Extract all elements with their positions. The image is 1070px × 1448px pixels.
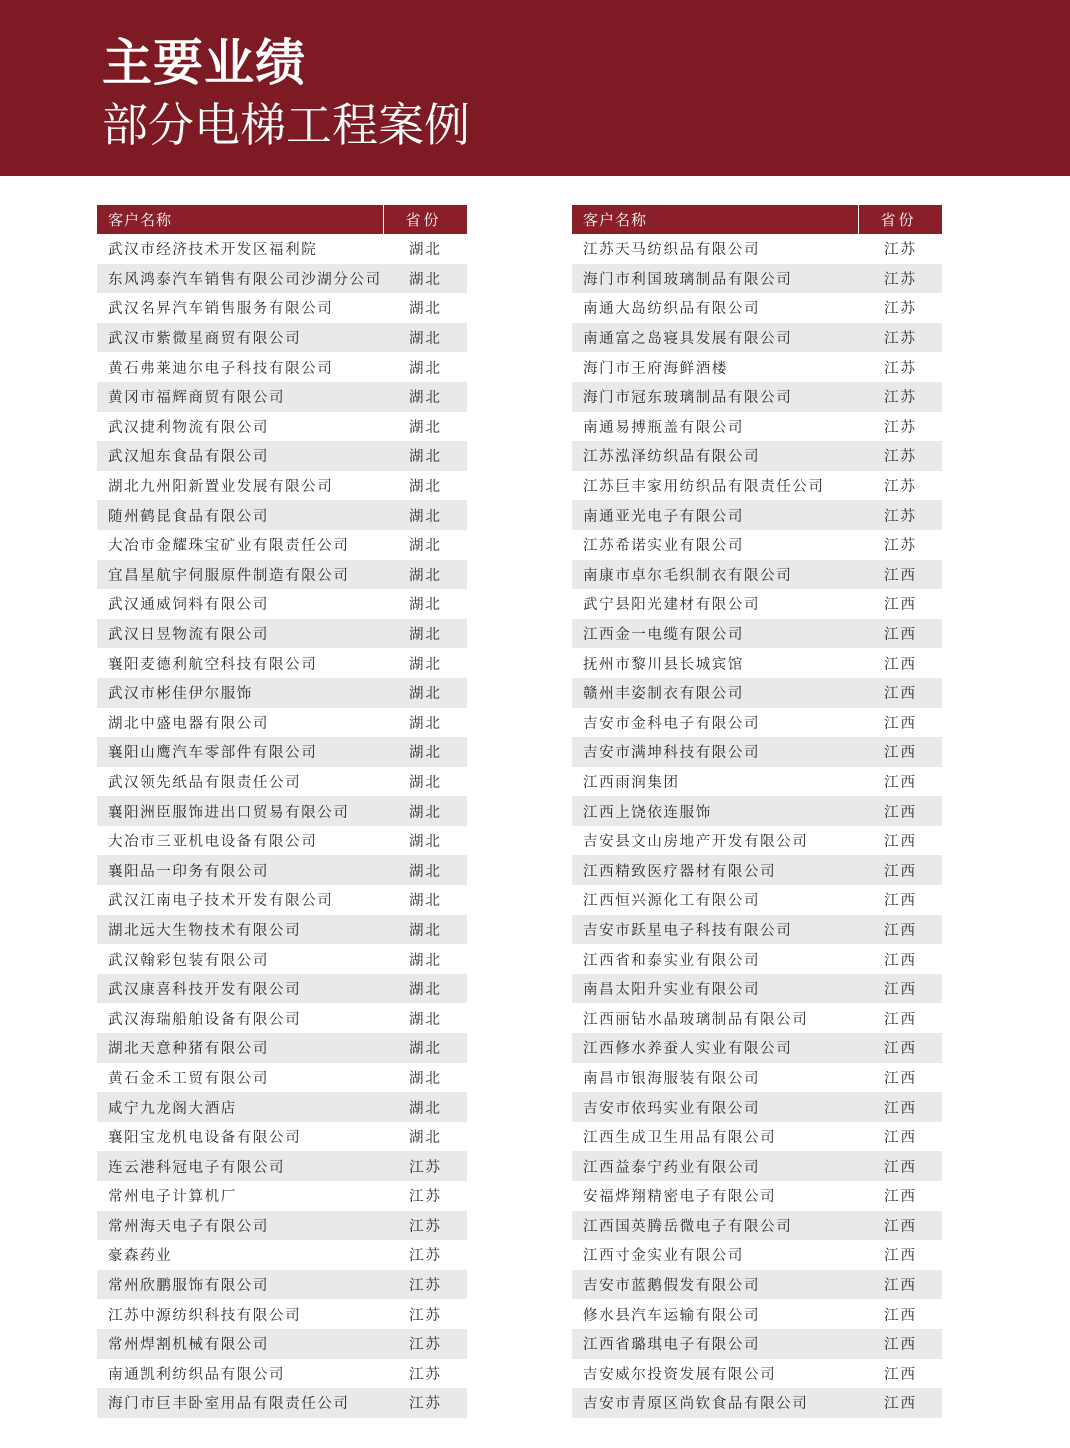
province-cell: 江苏 (383, 1388, 467, 1418)
province-cell: 江西 (858, 826, 942, 856)
province-cell: 江苏 (858, 264, 942, 294)
client-name-cell: 襄阳洲臣服饰进出口贸易有限公司 (97, 796, 383, 826)
client-name-cell: 江西上饶依连服饰 (572, 796, 858, 826)
province-cell: 江西 (858, 944, 942, 974)
table-row (97, 471, 467, 501)
province-cell: 湖北 (383, 974, 467, 1004)
table-row (97, 500, 467, 530)
province-cell: 湖北 (383, 826, 467, 856)
province-cell: 江西 (858, 678, 942, 708)
table-row (97, 915, 467, 945)
province-cell: 江苏 (383, 1240, 467, 1270)
table-row (572, 1122, 942, 1152)
province-cell: 湖北 (383, 264, 467, 294)
province-cell: 湖北 (383, 885, 467, 915)
table-row (572, 264, 942, 294)
client-name-cell: 武汉捷利物流有限公司 (97, 412, 383, 442)
province-cell: 湖北 (383, 1003, 467, 1033)
province-cell: 江西 (858, 589, 942, 619)
client-name-cell: 吉安市满坤科技有限公司 (572, 737, 858, 767)
client-name-cell: 武汉翰彩包装有限公司 (97, 944, 383, 974)
client-name-cell: 东风鸿泰汽车销售有限公司沙湖分公司 (97, 264, 383, 294)
table-row (572, 323, 942, 353)
client-name-cell: 南通大岛纺织品有限公司 (572, 293, 858, 323)
province-cell: 湖北 (383, 915, 467, 945)
client-name-cell: 江西寸金实业有限公司 (572, 1240, 858, 1270)
table-row (97, 1033, 467, 1063)
page-subtitle: 部分电梯工程案例 (102, 98, 470, 152)
client-name-cell: 湖北远大生物技术有限公司 (97, 915, 383, 945)
table-row (572, 944, 942, 974)
client-name-cell: 武汉名昇汽车销售服务有限公司 (97, 293, 383, 323)
province-cell: 江西 (858, 737, 942, 767)
province-cell: 江苏 (858, 382, 942, 412)
province-cell: 江苏 (858, 293, 942, 323)
client-name-cell: 南昌太阳升实业有限公司 (572, 974, 858, 1004)
province-cell: 湖北 (383, 560, 467, 590)
client-name-cell: 江西国英腾岳微电子有限公司 (572, 1211, 858, 1241)
header-province: 省份 (858, 205, 942, 234)
province-cell: 江西 (858, 560, 942, 590)
header-province: 省份 (383, 205, 467, 234)
table-row (97, 441, 467, 471)
province-cell: 江西 (858, 1270, 942, 1300)
table-row (97, 678, 467, 708)
province-cell: 江苏 (858, 471, 942, 501)
table-row (572, 234, 942, 264)
client-name-cell: 大冶市三亚机电设备有限公司 (97, 826, 383, 856)
right-table-body (572, 234, 942, 1418)
table-row (572, 974, 942, 1004)
table-row (97, 589, 467, 619)
table-row (572, 1270, 942, 1300)
table-row (97, 1240, 467, 1270)
table-row (97, 1063, 467, 1093)
table-row (572, 1299, 942, 1329)
table-row (97, 648, 467, 678)
table-row (572, 352, 942, 382)
table-row (97, 708, 467, 738)
client-name-cell: 吉安市跃星电子科技有限公司 (572, 915, 858, 945)
table-row (97, 1122, 467, 1152)
table-row (572, 530, 942, 560)
client-name-cell: 江苏泓泽纺织品有限公司 (572, 441, 858, 471)
province-cell: 江苏 (858, 500, 942, 530)
province-cell: 江西 (858, 855, 942, 885)
client-name-cell: 江西省和泰实业有限公司 (572, 944, 858, 974)
table-row (572, 1240, 942, 1270)
client-name-cell: 江西恒兴源化工有限公司 (572, 885, 858, 915)
client-name-cell: 吉安县文山房地产开发有限公司 (572, 826, 858, 856)
province-cell: 江西 (858, 648, 942, 678)
province-cell: 湖北 (383, 589, 467, 619)
client-name-cell: 襄阳宝龙机电设备有限公司 (97, 1122, 383, 1152)
table-row (572, 915, 942, 945)
table-row (97, 382, 467, 412)
table-row (572, 500, 942, 530)
client-name-cell: 武汉市经济技术开发区福利院 (97, 234, 383, 264)
client-name-cell: 抚州市黎川县长城宾馆 (572, 648, 858, 678)
left-table-body (97, 234, 467, 1418)
table-row (97, 1388, 467, 1418)
client-name-cell: 吉安市依玛实业有限公司 (572, 1092, 858, 1122)
province-cell: 江西 (858, 767, 942, 797)
province-cell: 湖北 (383, 1122, 467, 1152)
table-row (97, 1211, 467, 1241)
province-cell: 湖北 (383, 648, 467, 678)
province-cell: 湖北 (383, 796, 467, 826)
province-cell: 江西 (858, 1329, 942, 1359)
client-name-cell: 江西修水养蚕人实业有限公司 (572, 1033, 858, 1063)
province-cell: 湖北 (383, 767, 467, 797)
table-row (97, 1003, 467, 1033)
table-row (97, 323, 467, 353)
province-cell: 江苏 (858, 352, 942, 382)
table-row (97, 974, 467, 1004)
client-name-cell: 常州焊割机械有限公司 (97, 1329, 383, 1359)
client-name-cell: 武汉通威饲料有限公司 (97, 589, 383, 619)
table-row (97, 1299, 467, 1329)
table-row (572, 737, 942, 767)
client-name-cell: 黄冈市福辉商贸有限公司 (97, 382, 383, 412)
client-name-cell: 武汉市紫微星商贸有限公司 (97, 323, 383, 353)
header-client-name: 客户名称 (97, 205, 383, 234)
client-name-cell: 武汉旭东食品有限公司 (97, 441, 383, 471)
table-row (572, 560, 942, 590)
table-row (97, 1329, 467, 1359)
province-cell: 江西 (858, 1033, 942, 1063)
client-name-cell: 大冶市金耀珠宝矿业有限责任公司 (97, 530, 383, 560)
client-name-cell: 南通富之岛寝具发展有限公司 (572, 323, 858, 353)
table-row (572, 471, 942, 501)
table-row (572, 885, 942, 915)
province-cell: 江西 (858, 885, 942, 915)
table-row (572, 589, 942, 619)
client-name-cell: 武汉领先纸品有限责任公司 (97, 767, 383, 797)
table-row (97, 855, 467, 885)
province-cell: 湖北 (383, 944, 467, 974)
client-name-cell: 海门市王府海鲜酒楼 (572, 352, 858, 382)
province-cell: 江西 (858, 708, 942, 738)
client-name-cell: 江西益泰宁药业有限公司 (572, 1151, 858, 1181)
client-name-cell: 吉安威尔投资发展有限公司 (572, 1359, 858, 1389)
province-cell: 江西 (858, 1003, 942, 1033)
province-cell: 江西 (858, 915, 942, 945)
province-cell: 江苏 (858, 234, 942, 264)
table-row (572, 382, 942, 412)
table-row (97, 530, 467, 560)
client-name-cell: 江苏希诺实业有限公司 (572, 530, 858, 560)
left-client-table (97, 205, 467, 1418)
table-row (97, 796, 467, 826)
province-cell: 湖北 (383, 737, 467, 767)
client-name-cell: 连云港科冠电子有限公司 (97, 1151, 383, 1181)
province-cell: 湖北 (383, 1063, 467, 1093)
table-row (97, 1181, 467, 1211)
table-row (97, 767, 467, 797)
table-row (97, 1092, 467, 1122)
table-row (572, 1033, 942, 1063)
client-name-cell: 湖北九州阳新置业发展有限公司 (97, 471, 383, 501)
province-cell: 湖北 (383, 323, 467, 353)
client-name-cell: 武汉市彬佳伊尔服饰 (97, 678, 383, 708)
province-cell: 江西 (858, 1240, 942, 1270)
client-name-cell: 吉安市青原区尚钦食品有限公司 (572, 1388, 858, 1418)
table-row (572, 708, 942, 738)
client-name-cell: 襄阳山鹰汽车零部件有限公司 (97, 737, 383, 767)
client-name-cell: 宜昌星航宇伺服原件制造有限公司 (97, 560, 383, 590)
client-name-cell: 黄石金禾工贸有限公司 (97, 1063, 383, 1093)
province-cell: 湖北 (383, 619, 467, 649)
province-cell: 江苏 (858, 530, 942, 560)
table-row (97, 885, 467, 915)
province-cell: 湖北 (383, 855, 467, 885)
province-cell: 江西 (858, 1299, 942, 1329)
province-cell: 湖北 (383, 234, 467, 264)
page-title: 主要业绩 (102, 34, 306, 92)
province-cell: 湖北 (383, 293, 467, 323)
table-row (572, 293, 942, 323)
client-name-cell: 襄阳麦德利航空科技有限公司 (97, 648, 383, 678)
province-cell: 湖北 (383, 382, 467, 412)
client-name-cell: 安福烨翔精密电子有限公司 (572, 1181, 858, 1211)
table-row (572, 1211, 942, 1241)
client-name-cell: 吉安市金科电子有限公司 (572, 708, 858, 738)
client-name-cell: 咸宁九龙阁大酒店 (97, 1092, 383, 1122)
client-name-cell: 湖北中盛电器有限公司 (97, 708, 383, 738)
client-name-cell: 黄石弗莱迪尔电子科技有限公司 (97, 352, 383, 382)
province-cell: 江苏 (383, 1181, 467, 1211)
province-cell: 江西 (858, 1063, 942, 1093)
province-cell: 江西 (858, 619, 942, 649)
client-name-cell: 江西雨润集团 (572, 767, 858, 797)
client-name-cell: 江西生成卫生用品有限公司 (572, 1122, 858, 1152)
province-cell: 江西 (858, 1359, 942, 1389)
table-header-row (97, 205, 467, 234)
province-cell: 江西 (858, 1388, 942, 1418)
table-row (572, 1151, 942, 1181)
province-cell: 湖北 (383, 471, 467, 501)
table-row (572, 441, 942, 471)
province-cell: 江西 (858, 1092, 942, 1122)
province-cell: 江苏 (383, 1151, 467, 1181)
client-name-cell: 湖北天意种猪有限公司 (97, 1033, 383, 1063)
province-cell: 江苏 (383, 1329, 467, 1359)
table-row (572, 767, 942, 797)
table-row (97, 1151, 467, 1181)
client-name-cell: 吉安市蓝鹅假发有限公司 (572, 1270, 858, 1300)
client-name-cell: 海门市冠东玻璃制品有限公司 (572, 382, 858, 412)
province-cell: 江西 (858, 1151, 942, 1181)
client-name-cell: 随州鹤昆食品有限公司 (97, 500, 383, 530)
province-cell: 江苏 (383, 1270, 467, 1300)
client-name-cell: 修水县汽车运输有限公司 (572, 1299, 858, 1329)
client-name-cell: 江西精致医疗器材有限公司 (572, 855, 858, 885)
table-row (97, 1270, 467, 1300)
right-client-table (572, 205, 942, 1418)
table-row (572, 1063, 942, 1093)
client-name-cell: 南昌市银海服装有限公司 (572, 1063, 858, 1093)
table-row (572, 1003, 942, 1033)
province-cell: 湖北 (383, 678, 467, 708)
header-client-name: 客户名称 (572, 205, 858, 234)
province-cell: 江西 (858, 1122, 942, 1152)
table-header-row (572, 205, 942, 234)
table-row (572, 1181, 942, 1211)
province-cell: 湖北 (383, 530, 467, 560)
client-name-cell: 南康市卓尔毛织制衣有限公司 (572, 560, 858, 590)
province-cell: 江西 (858, 796, 942, 826)
client-name-cell: 海门市利国玻璃制品有限公司 (572, 264, 858, 294)
client-name-cell: 南通易搏瓶盖有限公司 (572, 412, 858, 442)
table-row (572, 826, 942, 856)
table-row (572, 1092, 942, 1122)
province-cell: 湖北 (383, 1033, 467, 1063)
client-name-cell: 武汉康喜科技开发有限公司 (97, 974, 383, 1004)
table-row (572, 1329, 942, 1359)
province-cell: 湖北 (383, 500, 467, 530)
client-name-cell: 江苏中源纺织科技有限公司 (97, 1299, 383, 1329)
client-name-cell: 江苏巨丰家用纺织品有限责任公司 (572, 471, 858, 501)
table-row (572, 1388, 942, 1418)
table-row (97, 293, 467, 323)
province-cell: 江西 (858, 1211, 942, 1241)
province-cell: 江苏 (858, 441, 942, 471)
province-cell: 江苏 (858, 323, 942, 353)
province-cell: 江苏 (383, 1299, 467, 1329)
client-name-cell: 江西省璐琪电子有限公司 (572, 1329, 858, 1359)
client-name-cell: 常州海天电子有限公司 (97, 1211, 383, 1241)
table-row (97, 352, 467, 382)
table-row (97, 560, 467, 590)
province-cell: 江苏 (383, 1359, 467, 1389)
table-row (97, 264, 467, 294)
table-row (572, 855, 942, 885)
client-name-cell: 襄阳品一印务有限公司 (97, 855, 383, 885)
header-banner (0, 0, 1070, 176)
province-cell: 湖北 (383, 352, 467, 382)
client-name-cell: 江西丽钻水晶玻璃制品有限公司 (572, 1003, 858, 1033)
table-row (97, 1359, 467, 1389)
client-name-cell: 武汉海瑞船舶设备有限公司 (97, 1003, 383, 1033)
province-cell: 江西 (858, 1181, 942, 1211)
client-name-cell: 南通凯利纺织品有限公司 (97, 1359, 383, 1389)
table-row (572, 796, 942, 826)
client-name-cell: 武汉日昱物流有限公司 (97, 619, 383, 649)
table-row (97, 619, 467, 649)
client-name-cell: 豪森药业 (97, 1240, 383, 1270)
table-row (572, 619, 942, 649)
client-name-cell: 赣州丰姿制衣有限公司 (572, 678, 858, 708)
client-name-cell: 武汉江南电子技术开发有限公司 (97, 885, 383, 915)
table-row (572, 648, 942, 678)
table-row (572, 678, 942, 708)
province-cell: 江西 (858, 974, 942, 1004)
client-name-cell: 武宁县阳光建材有限公司 (572, 589, 858, 619)
client-name-cell: 常州电子计算机厂 (97, 1181, 383, 1211)
table-row (97, 737, 467, 767)
province-cell: 湖北 (383, 441, 467, 471)
client-name-cell: 海门市巨丰卧室用品有限责任公司 (97, 1388, 383, 1418)
table-row (97, 826, 467, 856)
province-cell: 江苏 (383, 1211, 467, 1241)
table-row (572, 412, 942, 442)
client-name-cell: 江西金一电缆有限公司 (572, 619, 858, 649)
province-cell: 江苏 (858, 412, 942, 442)
client-name-cell: 江苏天马纺织品有限公司 (572, 234, 858, 264)
table-row (572, 1359, 942, 1389)
province-cell: 湖北 (383, 1092, 467, 1122)
client-name-cell: 常州欣鹏服饰有限公司 (97, 1270, 383, 1300)
table-row (97, 944, 467, 974)
table-row (97, 412, 467, 442)
client-name-cell: 南通亚光电子有限公司 (572, 500, 858, 530)
province-cell: 湖北 (383, 708, 467, 738)
table-row (97, 234, 467, 264)
province-cell: 湖北 (383, 412, 467, 442)
